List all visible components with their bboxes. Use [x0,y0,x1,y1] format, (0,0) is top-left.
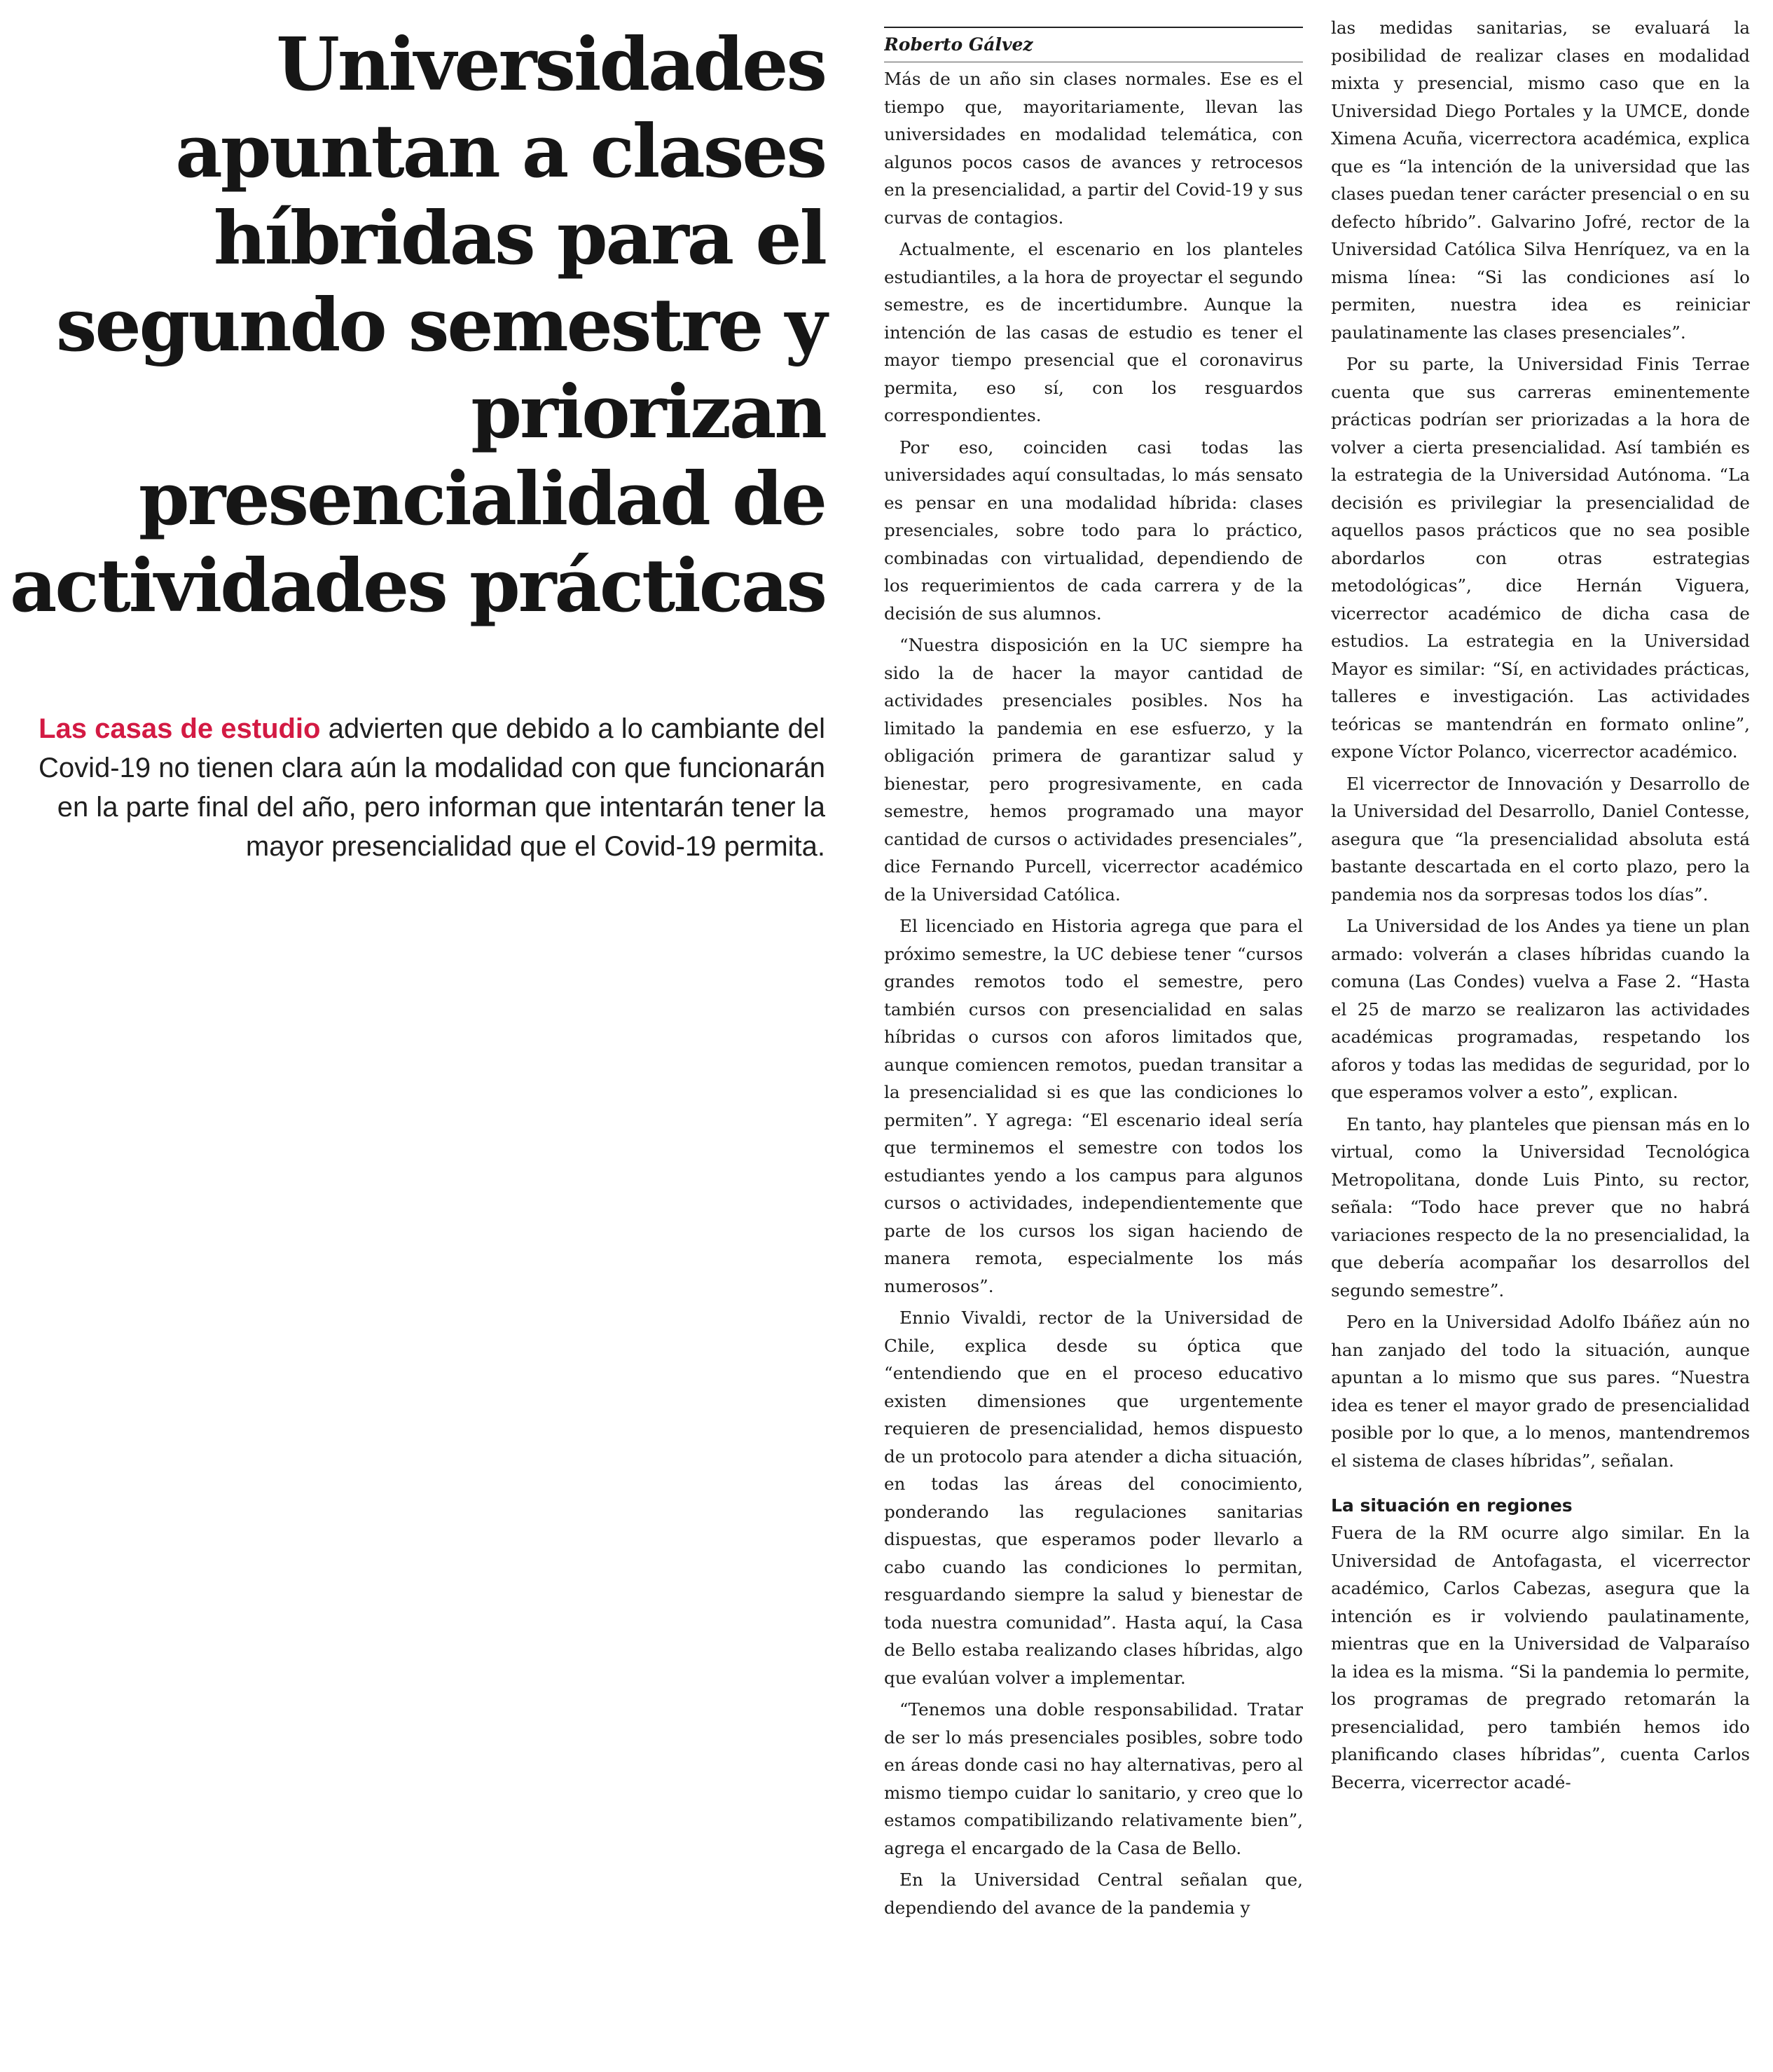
paragraph: las medidas sanitarias, se evaluará la posibilidad de realizar clases en modalidad mixta y presencial, mismo caso que en la Universidad Diego Portales y la UMCE, donde Ximena Acuña, vicerrectora académica, explica que es “la intención de la universidad que las clases puedan tener carácter presencial o en su defecto híbrido”. Galvarino Jofré, rector de la Universidad Católica Silva Henríquez, va en la misma línea: “Si las condiciones así lo permiten, nuestra idea es reiniciar paulatinamente las clases presenciales”. [1331,18,1750,343]
lead-text: advierten que debido a lo cambiante del Covid-19 no tienen clara aún la modalidad con que funcionarán en la parte final del año, pero informan que intentarán tener la mayor presencialidad que el Covid-19 permita. [39,713,825,862]
article-column-1 [884,27,1303,2071]
lead-paragraph [14,709,825,866]
paragraph: Fuera de la RM ocurre algo similar. En la Universidad de Antofagasta, el vicerrector académico, Carlos Cabezas, asegura que la intención es ir volviendo paulatinamente, mientras que en la Universidad de Valparaíso la idea es la misma. “Si la pandemia lo permite, los programas de pregrado retomarán la presencialidad, pero también hemos ido planificando clases híbridas”, cuenta Carlos Becerra, vicerrector acadé- [1331,1523,1750,1792]
paragraph: Por su parte, la Universidad Finis Terrae cuenta que sus carreras eminentemente prácticas podrían ser priorizadas a la hora de volver a cierta presencialidad. Así también es la estrategia de la Universidad Autónoma. “La decisión es privilegiar la presencialidad de aquellos pasos prácticos que no sea posible abordarlos con otras estrategias metodológicas”, dice Hernán Viguera, vicerrector académico de dicha casa de estudios. La estrategia en la Universidad Mayor es similar: “Sí, en actividades prácticas, talleres e investigación. Las actividades teóricas se mantendrán en formato online”, expone Víctor Polanco, vicerrector académico. [1331,354,1750,762]
paragraph: Por eso, coinciden casi todas las universidades aquí consultadas, lo más sensato es pensar en una modalidad híbrida: clases presenciales, sobre todo para lo práctico, combinadas con virtualidad, dependiendo de los requerimientos de cada carrera y de la decisión de sus alumnos. [884,437,1303,624]
paragraph: “Tenemos una doble responsabilidad. Tratar de ser lo más presenciales posibles, sobre todo en áreas donde casi no hay alternativas, pero al mismo tiempo cuidar lo sanitario, y creo que lo estamos compatibilizando relativamente bien”, agrega el encargado de la Casa de Bello. [884,1699,1303,1858]
byline: Roberto Gálvez [884,32,1303,62]
paragraph: La Universidad de los Andes ya tiene un plan armado: volverán a clases híbridas cuando la comuna (Las Condes) vuelva a Fase 2. “Hasta el 25 de marzo se realizaron las actividades académicas programadas, respetando los aforos y todas las medidas de seguridad, por lo que esperamos volver a esto”, explican. [1331,916,1750,1102]
paragraph: En la Universidad Central señalan que, dependiendo del avance de la pandemia y [884,1869,1303,1918]
paragraph: En tanto, hay planteles que piensan más en lo virtual, como la Universidad Tecnológica Metropolitana, donde Luis Pinto, su rector, señala: “Todo hace prever que no habrá variaciones respecto de la no presencialidad, la que debería acompañar los desarrollos del segundo semestre”. [1331,1113,1750,1301]
section-subhead: La situación en regiones [1331,1495,1573,1516]
paragraph: El vicerrector de Innovación y Desarrollo de la Universidad del Desarrollo, Daniel Contesse, asegura que “la presencialidad absoluta está bastante descartada en el corto plazo, pero la pandemia nos da sorpresas todos los días”. [1331,773,1750,905]
paragraph: “Nuestra disposición en la UC siempre ha sido la de hacer la mayor cantidad de actividades presenciales posibles. Nos ha limitado la pandemia en ese esfuerzo, y la obligación primera de garantizar salud y bienestar, pero progresivamente, en cada semestre, hemos programado una mayor cantidad de cursos o actividades presenciales”, dice Fernando Purcell, vicerrector académico de la Universidad Católica. [884,635,1303,905]
paragraph: Ennio Vivaldi, rector de la Universidad de Chile, explica desde su óptica que “entendiendo que en el proceso educativo existen dimensiones que urgentemente requieren de presencialidad, hemos dispuesto de un protocolo para atender a dicha situación, en todas las áreas del conocimiento, ponderando las regulaciones sanitarias dispuestas, que esperamos poder llevarlo a cabo cuando las condiciones lo permitan, resguardando siempre la salud y bienestar de toda nuestra comunidad”. Hasta aquí, la Casa de Bello estaba realizando clases híbridas, algo que evalúan volver a implementar. [884,1308,1303,1688]
paragraph: Pero en la Universidad Adolfo Ibáñez aún no han zanjado del todo la situación, aunque apuntan a lo mismo que sus pares. “Nuestra idea es tener el mayor grado de presencialidad posible por lo que, a lo menos, mantendremos el sistema de clases híbridas”, señalan. [1331,1312,1750,1471]
headline: Universidades apuntan a clases híbridas para el segundo semestre y priorizan presencialidad de actividades prácticas [10,21,825,629]
article-column-2 [1331,14,1750,2053]
paragraph: Actualmente, el escenario en los planteles estudiantiles, a la hora de proyectar el segundo semestre, es de incertidumbre. Aunque la intención de las casas de estudio es tener el mayor tiempo presencial que el coronavirus permita, eso sí, con los resguardos correspondientes. [884,239,1303,425]
paragraph: Más de un año sin clases normales. Ese es el tiempo que, mayoritariamente, llevan las universidades en modalidad telemática, con algunos pocos casos de avances y retrocesos en la presencialidad, a partir del Covid-19 y sus curvas de contagios. [884,69,1303,228]
lead-highlight: Las casas de estudio [39,713,321,744]
paragraph: El licenciado en Historia agrega que para el próximo semestre, la UC debiese tener “cursos grandes remotos todo el semestre, pero también cursos con presencialidad en salas híbridas o cursos con aforos limitados que, aunque comiencen remotos, puedan transitar a la presencialidad si es que las condiciones lo permiten”. Y agrega: “El escenario ideal sería que terminemos el semestre con todos los estudiantes yendo a los campus para algunos cursos o actividades, independientemente que parte de los cursos los sigan haciendo de manera remota, especialmente los más numerosos”. [884,916,1303,1296]
